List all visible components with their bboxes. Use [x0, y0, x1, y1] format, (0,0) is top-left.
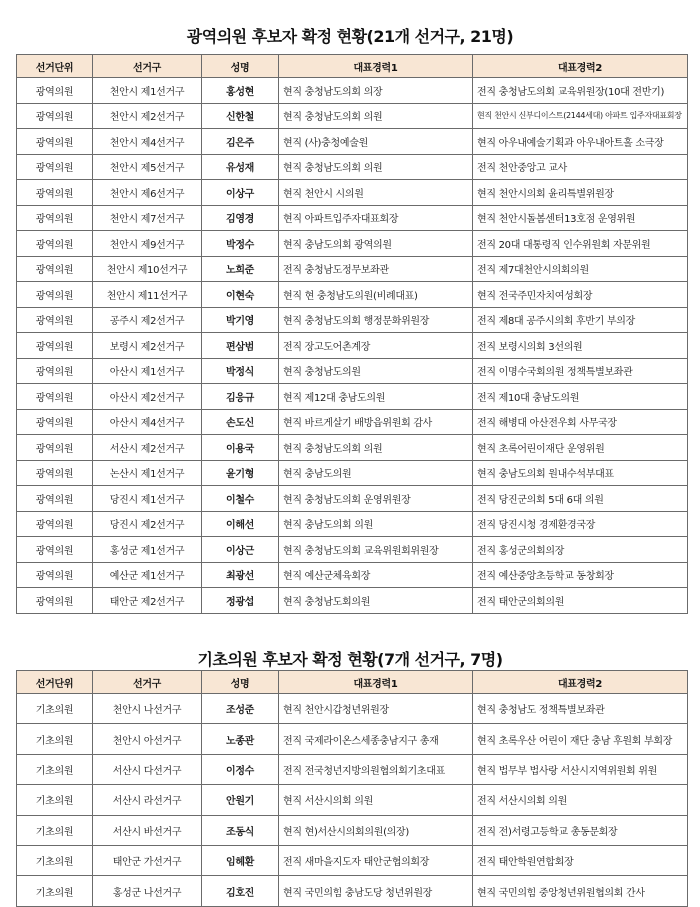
table-header-row	[17, 671, 688, 694]
table-row	[17, 180, 688, 206]
cell-district: 태안군 가선거구	[93, 845, 202, 875]
header-district: 선거구	[93, 55, 202, 78]
cell-unit: 광역의원	[17, 358, 93, 384]
table-row	[17, 435, 688, 461]
cell-career2: 현직 천안시의회 윤리특별위원장	[473, 180, 688, 206]
cell-career2: 현직 전국주민자치여성회장	[473, 282, 688, 308]
cell-career2: 전직 홍성군의회의장	[473, 537, 688, 563]
cell-name: 유성재	[202, 154, 279, 180]
cell-unit: 광역의원	[17, 333, 93, 359]
cell-career1: 현직 충청남도회의원	[279, 588, 473, 614]
metropolitan-candidates-table	[16, 54, 688, 614]
cell-name: 박기영	[202, 307, 279, 333]
cell-career2: 전직 서산시의회 의원	[473, 785, 688, 815]
cell-district: 공주시 제2선거구	[93, 307, 202, 333]
cell-name: 손도신	[202, 409, 279, 435]
header-career2: 대표경력2	[473, 671, 688, 694]
cell-career1: 현직 국민의힘 충남도당 청년위원장	[279, 876, 473, 906]
cell-career1: 전직 새마을지도자 태안군협의회장	[279, 845, 473, 875]
cell-career1: 전직 전국청년지방의원협의회기초대표	[279, 754, 473, 784]
cell-district: 보령시 제2선거구	[93, 333, 202, 359]
cell-unit: 광역의원	[17, 154, 93, 180]
cell-name: 이상근	[202, 537, 279, 563]
cell-career1: 현직 충청남도의회 행정문화위원장	[279, 307, 473, 333]
cell-unit: 광역의원	[17, 435, 93, 461]
table-row	[17, 815, 688, 845]
cell-unit: 광역의원	[17, 537, 93, 563]
cell-career1: 현직 충청남도의원	[279, 358, 473, 384]
cell-career2: 전직 천안중앙고 교사	[473, 154, 688, 180]
cell-career1: 현직 천안시갑청년위원장	[279, 694, 473, 724]
table-row	[17, 486, 688, 512]
cell-district: 천안시 제5선거구	[93, 154, 202, 180]
cell-unit: 광역의원	[17, 129, 93, 155]
cell-career1: 전직 충청남도정무보좌관	[279, 256, 473, 282]
cell-name: 김은주	[202, 129, 279, 155]
header-name: 성명	[202, 55, 279, 78]
cell-career1: 현직 충청남도의회 교육위원회위원장	[279, 537, 473, 563]
cell-district: 서산시 라선거구	[93, 785, 202, 815]
cell-unit: 광역의원	[17, 205, 93, 231]
cell-unit: 기초의원	[17, 815, 93, 845]
table-row	[17, 307, 688, 333]
cell-district: 천안시 제1선거구	[93, 78, 202, 104]
cell-unit: 광역의원	[17, 562, 93, 588]
table-row	[17, 754, 688, 784]
cell-district: 천안시 아선거구	[93, 724, 202, 754]
cell-district: 천안시 나선거구	[93, 694, 202, 724]
section2-title: 기초의원 후보자 확정 현황(7개 선거구, 7명)	[197, 650, 503, 669]
cell-district: 천안시 제6선거구	[93, 180, 202, 206]
cell-unit: 광역의원	[17, 231, 93, 257]
cell-career2: 전직 예산중앙초등학교 동창회장	[473, 562, 688, 588]
table-row	[17, 256, 688, 282]
header-unit: 선거단위	[17, 671, 93, 694]
cell-name: 박정수	[202, 231, 279, 257]
cell-district: 태안군 제2선거구	[93, 588, 202, 614]
table-row	[17, 785, 688, 815]
cell-career1: 현직 충남도의회 광역의원	[279, 231, 473, 257]
cell-career1: 현직 현 충청남도의원(비례대표)	[279, 282, 473, 308]
cell-name: 윤기형	[202, 460, 279, 486]
cell-unit: 광역의원	[17, 588, 93, 614]
cell-name: 최광선	[202, 562, 279, 588]
cell-career2: 전직 제7대천안시의회의원	[473, 256, 688, 282]
cell-unit: 기초의원	[17, 694, 93, 724]
cell-district: 천안시 제2선거구	[93, 103, 202, 129]
cell-name: 노종관	[202, 724, 279, 754]
cell-district: 천안시 제7선거구	[93, 205, 202, 231]
header-career1: 대표경력1	[279, 671, 473, 694]
cell-career1: 현직 충청남도의회 의원	[279, 435, 473, 461]
cell-name: 박정식	[202, 358, 279, 384]
local-candidates-table	[16, 670, 688, 907]
cell-name: 홍성현	[202, 78, 279, 104]
table-row	[17, 409, 688, 435]
section1-title: 광역의원 후보자 확정 현황(21개 선거구, 21명)	[186, 27, 514, 46]
table-row	[17, 694, 688, 724]
cell-unit: 광역의원	[17, 511, 93, 537]
cell-district: 홍성군 제1선거구	[93, 537, 202, 563]
cell-unit: 기초의원	[17, 876, 93, 906]
cell-career1: 현직 충청남도의회 의원	[279, 154, 473, 180]
cell-career2: 현직 천안시 신부디이스트(2144세대) 아파트 입주자대표회장	[473, 103, 688, 129]
header-career2: 대표경력2	[473, 55, 688, 78]
cell-unit: 광역의원	[17, 486, 93, 512]
cell-career1: 현직 아파트입주자대표회장	[279, 205, 473, 231]
cell-name: 이정수	[202, 754, 279, 784]
table-row	[17, 384, 688, 410]
cell-name: 노희준	[202, 256, 279, 282]
cell-name: 김응규	[202, 384, 279, 410]
cell-career2: 전직 제10대 충남도의원	[473, 384, 688, 410]
cell-name: 이철수	[202, 486, 279, 512]
table-row	[17, 511, 688, 537]
cell-career2: 현직 충남도의회 원내수석부대표	[473, 460, 688, 486]
table-row	[17, 562, 688, 588]
cell-district: 홍성군 나선거구	[93, 876, 202, 906]
header-unit: 선거단위	[17, 55, 93, 78]
cell-unit: 기초의원	[17, 724, 93, 754]
cell-career1: 현직 바르게살기 배방읍위원회 감사	[279, 409, 473, 435]
cell-career2: 현직 천안시돌봄센터13호점 운영위원	[473, 205, 688, 231]
table-row	[17, 129, 688, 155]
cell-career1: 현직 현)서산시의회의원(의장)	[279, 815, 473, 845]
cell-name: 이현숙	[202, 282, 279, 308]
table-row	[17, 282, 688, 308]
table-row	[17, 231, 688, 257]
header-career1: 대표경력1	[279, 55, 473, 78]
cell-career1: 현직 제12대 충남도의원	[279, 384, 473, 410]
cell-name: 조동식	[202, 815, 279, 845]
table-row	[17, 876, 688, 906]
cell-career2: 현직 초록우산 어린이 재단 충남 후원회 부회장	[473, 724, 688, 754]
cell-district: 논산시 제1선거구	[93, 460, 202, 486]
cell-unit: 기초의원	[17, 845, 93, 875]
cell-name: 신한철	[202, 103, 279, 129]
cell-career2: 전직 보령시의회 3선의원	[473, 333, 688, 359]
cell-unit: 광역의원	[17, 180, 93, 206]
cell-unit: 기초의원	[17, 785, 93, 815]
cell-career1: 현직 충청남도의회 의원	[279, 103, 473, 129]
cell-name: 임헤환	[202, 845, 279, 875]
cell-district: 서산시 다선거구	[93, 754, 202, 784]
cell-district: 서산시 바선거구	[93, 815, 202, 845]
header-name: 성명	[202, 671, 279, 694]
cell-name: 이해선	[202, 511, 279, 537]
cell-district: 서산시 제2선거구	[93, 435, 202, 461]
cell-district: 천안시 제10선거구	[93, 256, 202, 282]
cell-district: 아산시 제4선거구	[93, 409, 202, 435]
cell-career2: 전직 전)서령고등학교 총동문회장	[473, 815, 688, 845]
cell-district: 당진시 제1선거구	[93, 486, 202, 512]
cell-career2: 전직 해병대 아산전우회 사무국장	[473, 409, 688, 435]
cell-career1: 현직 충남도의회 의원	[279, 511, 473, 537]
cell-unit: 광역의원	[17, 103, 93, 129]
cell-career2: 현직 법무부 법사랑 서산시지역위원회 위원	[473, 754, 688, 784]
cell-district: 천안시 제9선거구	[93, 231, 202, 257]
cell-unit: 광역의원	[17, 78, 93, 104]
cell-name: 이상구	[202, 180, 279, 206]
cell-unit: 광역의원	[17, 282, 93, 308]
table-header-row	[17, 55, 688, 78]
cell-district: 당진시 제2선거구	[93, 511, 202, 537]
cell-career2: 현직 충청남도 정책특별보좌관	[473, 694, 688, 724]
cell-unit: 광역의원	[17, 409, 93, 435]
cell-career1: 현직 서산시의회 의원	[279, 785, 473, 815]
cell-career1: 현직 예산군체육회장	[279, 562, 473, 588]
cell-name: 안원기	[202, 785, 279, 815]
cell-career2: 전직 당진시청 경제환경국장	[473, 511, 688, 537]
cell-name: 김호진	[202, 876, 279, 906]
cell-career2: 현직 아우내예술기획과 아우내아트홀 소극장	[473, 129, 688, 155]
table-row	[17, 537, 688, 563]
cell-career2: 현직 국민의힘 중앙청년위원협의회 간사	[473, 876, 688, 906]
cell-career2: 전직 태안군의회의원	[473, 588, 688, 614]
cell-career2: 전직 태안학원연합회장	[473, 845, 688, 875]
cell-career2: 전직 당진군의회 5대 6대 의원	[473, 486, 688, 512]
cell-career1: 전직 장고도어촌계장	[279, 333, 473, 359]
cell-career2: 전직 이명수국회의원 정책특별보좌관	[473, 358, 688, 384]
table-row	[17, 78, 688, 104]
cell-career2: 현직 초록어린이재단 운영위원	[473, 435, 688, 461]
cell-career2: 전직 20대 대통령직 인수위원회 자문위원	[473, 231, 688, 257]
cell-career1: 현직 (사)충청예술원	[279, 129, 473, 155]
cell-career1: 현직 충남도의원	[279, 460, 473, 486]
cell-name: 정광섭	[202, 588, 279, 614]
table-row	[17, 588, 688, 614]
table-row	[17, 205, 688, 231]
table-row	[17, 103, 688, 129]
cell-name: 김영경	[202, 205, 279, 231]
table-row	[17, 333, 688, 359]
table-row	[17, 154, 688, 180]
table-row	[17, 460, 688, 486]
cell-career2: 전직 제8대 공주시의회 후반기 부의장	[473, 307, 688, 333]
cell-career1: 현직 천안시 시의원	[279, 180, 473, 206]
cell-district: 아산시 제2선거구	[93, 384, 202, 410]
cell-name: 이용국	[202, 435, 279, 461]
cell-name: 조성준	[202, 694, 279, 724]
cell-district: 아산시 제1선거구	[93, 358, 202, 384]
table-row	[17, 724, 688, 754]
cell-career1: 전직 국제라이온스세종충남지구 총재	[279, 724, 473, 754]
cell-district: 예산군 제1선거구	[93, 562, 202, 588]
table-row	[17, 845, 688, 875]
cell-name: 편삼범	[202, 333, 279, 359]
cell-unit: 기초의원	[17, 754, 93, 784]
cell-career2: 전직 충청남도의회 교육위원장(10대 전반기)	[473, 78, 688, 104]
cell-unit: 광역의원	[17, 384, 93, 410]
header-district: 선거구	[93, 671, 202, 694]
cell-district: 천안시 제11선거구	[93, 282, 202, 308]
table-row	[17, 358, 688, 384]
cell-career1: 현직 충청남도의회 의장	[279, 78, 473, 104]
cell-unit: 광역의원	[17, 307, 93, 333]
cell-career1: 현직 충청남도의회 운영위원장	[279, 486, 473, 512]
cell-unit: 광역의원	[17, 256, 93, 282]
cell-unit: 광역의원	[17, 460, 93, 486]
cell-district: 천안시 제4선거구	[93, 129, 202, 155]
